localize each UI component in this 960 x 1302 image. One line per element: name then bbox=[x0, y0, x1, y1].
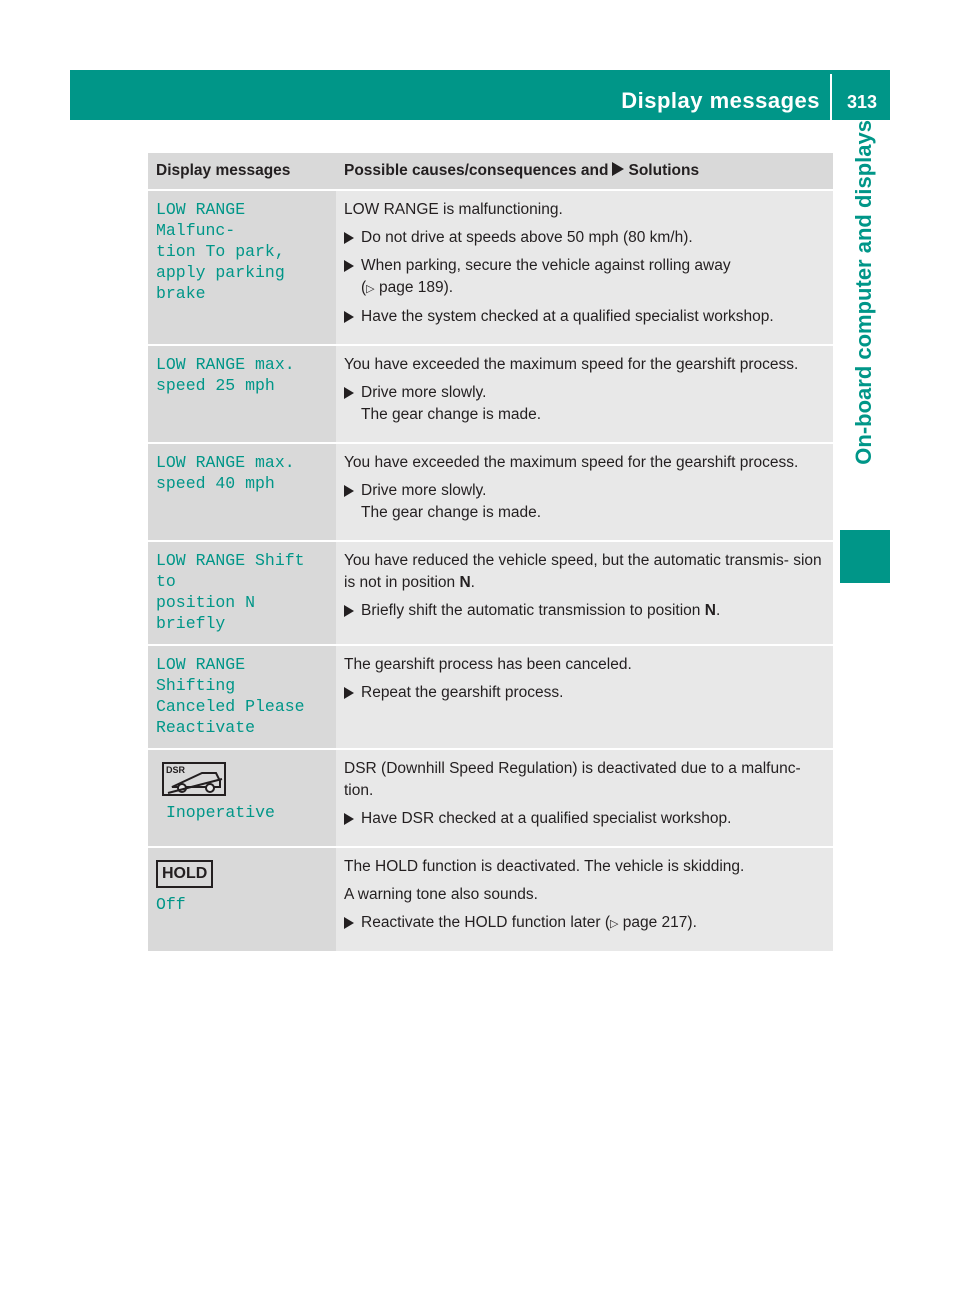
cause-text: You have exceeded the maximum speed for the gearshift process. bbox=[344, 454, 799, 471]
solution-step: Reactivate the HOLD function later (▷ page 217). bbox=[344, 912, 825, 935]
message-cell bbox=[148, 848, 336, 953]
step-result: The gear change is made. bbox=[361, 406, 542, 423]
cause-text: A warning tone also sounds. bbox=[344, 886, 538, 903]
message-cell bbox=[148, 191, 336, 346]
display-message: LOW RANGE max. speed 25 mph bbox=[156, 355, 295, 395]
table-row bbox=[148, 750, 833, 848]
step-arrow-icon bbox=[344, 687, 354, 699]
cause-text: DSR (Downhill Speed Regulation) is deactivated due to a malfunc‐ tion. bbox=[344, 760, 801, 799]
dsr-icon bbox=[162, 762, 226, 796]
display-message: LOW RANGE max. speed 40 mph bbox=[156, 453, 295, 493]
solution-cell bbox=[336, 444, 833, 542]
cause-text: You have reduced the vehicle speed, but the automatic transmis‐ sion is not in position N. bbox=[344, 552, 822, 591]
step-arrow-icon bbox=[344, 917, 354, 929]
message-cell bbox=[148, 346, 336, 444]
table-row bbox=[148, 848, 833, 953]
column-header-messages: Display messages bbox=[148, 153, 336, 191]
table-header-row bbox=[148, 153, 833, 191]
page-reference[interactable]: ▷ page 217). bbox=[609, 914, 697, 931]
solution-step: Drive more slowly. The gear change is made. bbox=[344, 382, 825, 426]
table-row bbox=[148, 542, 833, 646]
step-result: The gear change is made. bbox=[361, 504, 542, 521]
table-row bbox=[148, 191, 833, 346]
page-header-bar bbox=[70, 70, 890, 120]
step-arrow-icon bbox=[344, 260, 354, 272]
solution-arrow-icon bbox=[612, 162, 624, 176]
display-messages-table bbox=[148, 153, 833, 953]
display-message: Inoperative bbox=[166, 803, 275, 822]
step-arrow-icon bbox=[344, 387, 354, 399]
solution-cell bbox=[336, 346, 833, 444]
step-arrow-icon bbox=[344, 485, 354, 497]
message-cell bbox=[148, 750, 336, 848]
solution-step: Have the system checked at a qualified specialist workshop. bbox=[344, 306, 825, 328]
solution-cell bbox=[336, 542, 833, 646]
table-row bbox=[148, 346, 833, 444]
solution-step: Drive more slowly. The gear change is made. bbox=[344, 480, 825, 524]
solution-cell bbox=[336, 646, 833, 750]
column-header-prefix: Possible causes/consequences and bbox=[344, 162, 609, 179]
step-arrow-icon bbox=[344, 311, 354, 323]
display-message: LOW RANGE Shifting Canceled Please Reactivate bbox=[156, 655, 305, 737]
step-arrow-icon bbox=[344, 232, 354, 244]
table-row bbox=[148, 646, 833, 750]
chapter-side-tab bbox=[838, 120, 890, 520]
message-cell bbox=[148, 646, 336, 750]
cause-text: The HOLD function is deactivated. The vehicle is skidding. bbox=[344, 858, 745, 875]
header-divider bbox=[830, 74, 832, 120]
page-reference[interactable]: (▷ page 189). bbox=[361, 279, 454, 296]
solution-cell bbox=[336, 191, 833, 346]
solution-step: Do not drive at speeds above 50 mph (80 km/h). bbox=[344, 227, 825, 249]
display-message: Off bbox=[156, 895, 186, 914]
step-arrow-icon bbox=[344, 813, 354, 825]
reference-triangle-icon: ▷ bbox=[366, 283, 375, 295]
column-header-solutions bbox=[336, 153, 833, 191]
message-cell bbox=[148, 542, 336, 646]
chapter-label: On-board computer and displays bbox=[851, 120, 876, 465]
hold-icon: HOLD bbox=[156, 860, 213, 888]
message-cell bbox=[148, 444, 336, 542]
solution-step: When parking, secure the vehicle against rolling away (▷ page 189). bbox=[344, 255, 825, 300]
page-number: 313 bbox=[846, 92, 878, 112]
section-title: Display messages bbox=[621, 88, 820, 113]
reference-triangle-icon: ▷ bbox=[609, 918, 619, 930]
solution-cell bbox=[336, 750, 833, 848]
solution-step: Briefly shift the automatic transmission to position N. bbox=[344, 600, 825, 622]
svg-text:DSR: DSR bbox=[166, 765, 186, 775]
column-header-suffix: Solutions bbox=[628, 162, 700, 179]
table-row bbox=[148, 444, 833, 542]
display-message: LOW RANGE Shift to position N briefly bbox=[156, 551, 305, 633]
cause-text: LOW RANGE is malfunctioning. bbox=[344, 201, 563, 218]
chapter-marker bbox=[840, 530, 890, 583]
display-message: LOW RANGE Malfunc‐ tion To park, apply parking brake bbox=[156, 200, 285, 303]
cause-text: The gearshift process has been canceled. bbox=[344, 656, 632, 673]
step-arrow-icon bbox=[344, 605, 354, 617]
cause-text: You have exceeded the maximum speed for the gearshift process. bbox=[344, 356, 799, 373]
solution-cell bbox=[336, 848, 833, 953]
solution-step: Repeat the gearshift process. bbox=[344, 682, 825, 704]
solution-step: Have DSR checked at a qualified specialist workshop. bbox=[344, 808, 825, 830]
